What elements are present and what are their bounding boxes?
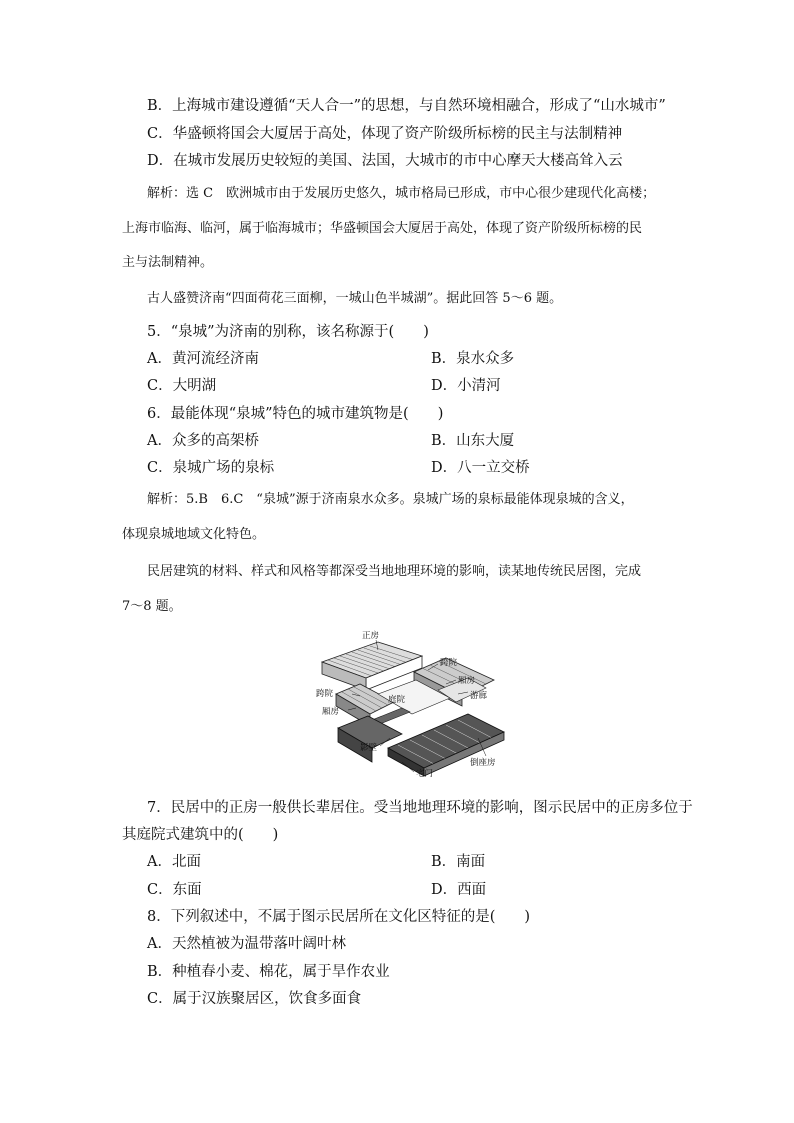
q8-option-b: B．种植春小麦、棉花，属于旱作农业 xyxy=(147,964,390,980)
q5-option-b: B．泉水众多 xyxy=(431,351,515,367)
q6-option-c: C．泉城广场的泉标 xyxy=(147,460,275,476)
intro-7-8-line-1: 民居建筑的材料、样式和风格等都深受当地地理环境的影响，读某地传统民居图，完成 xyxy=(147,564,642,579)
q8-stem: 8．下列叙述中，不属于图示民居所在文化区特征的是( ) xyxy=(147,909,531,925)
q6-stem: 6．最能体现“泉城”特色的城市建筑物是( ) xyxy=(147,406,444,422)
q5-option-d: D．小清河 xyxy=(431,378,501,394)
label-zhaimen: 宅门 xyxy=(416,769,434,779)
q4-option-c: C．华盛顿将国会大厦居于高处，体现了资产阶级所标榜的民主与法制精神 xyxy=(147,126,623,142)
q4-option-d: D．在城市发展历史较短的美国、法国，大城市的市中心摩天大楼高耸入云 xyxy=(147,153,623,169)
q5-option-c: C．大明湖 xyxy=(147,378,217,394)
label-youlang: 游廊 xyxy=(470,691,488,701)
label-tingyuan: 庭院 xyxy=(388,695,406,705)
q7-option-c: C．东面 xyxy=(147,882,202,898)
q5-option-a: A．黄河流经济南 xyxy=(147,351,259,367)
q7-stem-line-1: 7．民居中的正房一般供长辈居住。受当地地理环境的影响，图示民居中的正房多位于 xyxy=(147,800,693,816)
siheyuan-figure xyxy=(318,628,506,778)
q5-stem: 5．“泉城”为济南的别称，该名称源于( ) xyxy=(147,324,429,340)
label-yingbi: 影壁 xyxy=(360,743,378,753)
q4-option-b: B．上海城市建设遵循“天人合一”的思想，与自然环境相融合，形成了“山水城市” xyxy=(147,98,666,114)
q4-analysis-line-2: 上海市临海、临河，属于临海城市；华盛顿国会大厦居于高处，体现了资产阶级所标榜的民 xyxy=(122,221,643,236)
q6-option-a: A．众多的高架桥 xyxy=(147,433,259,449)
analysis-5-6-line-2: 体现泉城地域文化特色。 xyxy=(122,527,266,542)
label-zhengfang: 正房 xyxy=(362,631,380,641)
siheyuan-diagram xyxy=(318,628,506,778)
q7-option-b: B．南面 xyxy=(431,854,486,870)
q4-analysis-line-1: 解析：选 C 欧洲城市由于发展历史悠久，城市格局已形成，市中心很少建现代化高楼； xyxy=(147,186,656,201)
q6-option-d: D．八一立交桥 xyxy=(431,460,530,476)
q8-option-c: C．属于汉族聚居区，饮食多面食 xyxy=(147,991,362,1007)
label-xiangfang-right: 厢房 xyxy=(458,676,476,686)
intro-7-8-line-2: 7～8 题。 xyxy=(122,599,182,614)
intro-5-6: 古人盛赞济南“四面荷花三面柳，一城山色半城湖”。据此回答 5～6 题。 xyxy=(147,291,563,306)
label-xiangfang-left: 厢房 xyxy=(322,707,340,717)
analysis-5-6-line-1: 解析：5.B 6.C “泉城”源于济南泉水众多。泉城广场的泉标最能体现泉城的含义， xyxy=(147,492,634,507)
q8-option-a: A．天然植被为温带落叶阔叶林 xyxy=(147,936,346,952)
label-kuayuan-right: 跨院 xyxy=(440,658,458,668)
q7-option-a: A．北面 xyxy=(147,854,201,870)
q4-analysis-line-3: 主与法制精神。 xyxy=(122,255,214,270)
q7-stem-line-2: 其庭院式建筑中的( ) xyxy=(122,827,279,843)
label-kuayuan-left: 跨院 xyxy=(316,689,334,699)
q7-option-d: D．西面 xyxy=(431,882,487,898)
q6-option-b: B．山东大厦 xyxy=(431,433,515,449)
label-daozuofang: 倒座房 xyxy=(470,758,496,768)
